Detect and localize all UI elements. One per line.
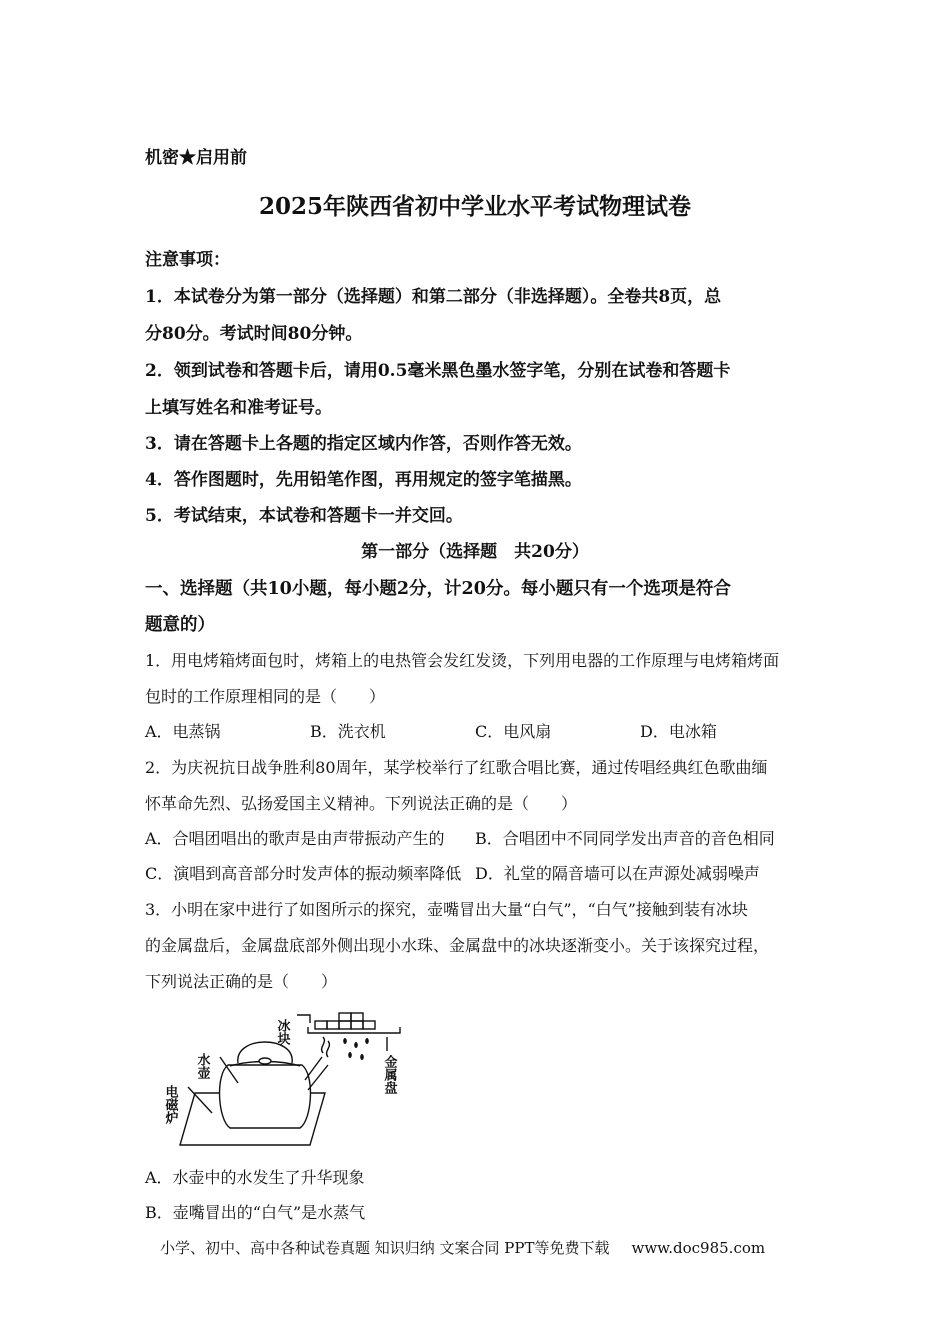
notice-line-7: 5．考试结束，本试卷和答题卡一并交回。 (145, 506, 463, 526)
q3-option-a: A．水壶中的水发生了升华现象 (145, 1168, 365, 1187)
section-heading-line-1: 一、选择题（共10小题，每小题2分，计20分。每小题只有一个选项是符合 (145, 579, 731, 599)
q1-option-c: C．电风扇 (475, 722, 552, 741)
notice-line-1: 1．本试卷分为第一部分（选择题）和第二部分（非选择题）。全卷共8页，总 (145, 287, 722, 307)
secret-label: 机密★启用前 (145, 148, 247, 168)
notice-line-6: 4．答作图题时，先用铅笔作图，再用规定的签字笔描黑。 (145, 470, 582, 490)
q2-option-a: A．合唱团唱出的歌声是由声带振动产生的 (145, 829, 445, 848)
ice-block (315, 1021, 327, 1029)
q1-option-a: A．电蒸锅 (145, 722, 221, 741)
q1-option-d: D．电冰箱 (640, 722, 717, 741)
label-stove: 电磁炉 (162, 1085, 178, 1124)
q2-option-c: C．演唱到高音部分时发声体的振动频率降低 (145, 864, 462, 883)
notice-heading: 注意事项： (145, 250, 230, 270)
label-kettle: 水壶 (194, 1053, 210, 1079)
steam-2 (327, 1041, 330, 1057)
q3-line-1: 3．小明在家中进行了如图所示的探究，壶嘴冒出大量“白气”，“白气”接触到装有冰块 (145, 900, 748, 919)
q3-line-3: 下列说法正确的是（ ） (145, 972, 338, 991)
q2-line-1: 2．为庆祝抗日战争胜利80周年，某学校举行了红歌合唱比赛，通过传唱经典红色歌曲缅 (145, 758, 768, 777)
footer-text: 小学、初中、高中各种试卷真题 知识归纳 文案合同 PPT等免费下载 (160, 1239, 610, 1257)
label-metal-plate: 金属盘 (381, 1055, 397, 1094)
q2-option-b: B．合唱团中不同同学发出声音的音色相同 (475, 829, 775, 848)
footer (160, 1237, 765, 1258)
steam-1 (322, 1037, 325, 1053)
q1-line-1: 1．用电烤箱烤面包时，烤箱上的电热管会发红发烫，下列用电器的工作原理与电烤箱烤面 (145, 651, 780, 670)
kettle-body (220, 1065, 311, 1128)
q1-line-2: 包时的工作原理相同的是（ ） (145, 687, 386, 706)
notice-line-4: 上填写姓名和准考证号。 (145, 398, 332, 418)
q3-option-b: B．壶嘴冒出的“白气”是水蒸气 (145, 1203, 366, 1222)
q3-figure (160, 1005, 420, 1155)
footer-url[interactable]: www.doc985.com (631, 1239, 766, 1257)
notice-line-3: 2．领到试卷和答题卡后，请用0.5毫米黑色墨水签字笔，分别在试卷和答题卡 (145, 361, 731, 381)
label-ice: 冰块 (274, 1019, 290, 1045)
q1-option-b: B．洗衣机 (310, 722, 386, 741)
notice-line-2: 分80分。考试时间80分钟。 (145, 324, 363, 344)
notice-line-5: 3．请在答题卡上各题的指定区域内作答，否则作答无效。 (145, 434, 582, 454)
q2-option-d: D．礼堂的隔音墙可以在声源处减弱噪声 (475, 864, 760, 883)
part1-heading: 第一部分（选择题 共20分） (361, 542, 589, 562)
q2-line-2: 怀革命先烈、弘扬爱国主义精神。下列说法正确的是（ ） (145, 794, 578, 813)
exam-title: 2025年陕西省初中学业水平考试物理试卷 (258, 193, 691, 220)
q3-line-2: 的金属盘后，金属盘底部外侧出现小水珠、金属盘中的冰块逐渐变小。关于该探究过程， (145, 936, 770, 955)
section-heading-line-2: 题意的） (145, 615, 215, 635)
metal-plate (308, 1027, 400, 1033)
